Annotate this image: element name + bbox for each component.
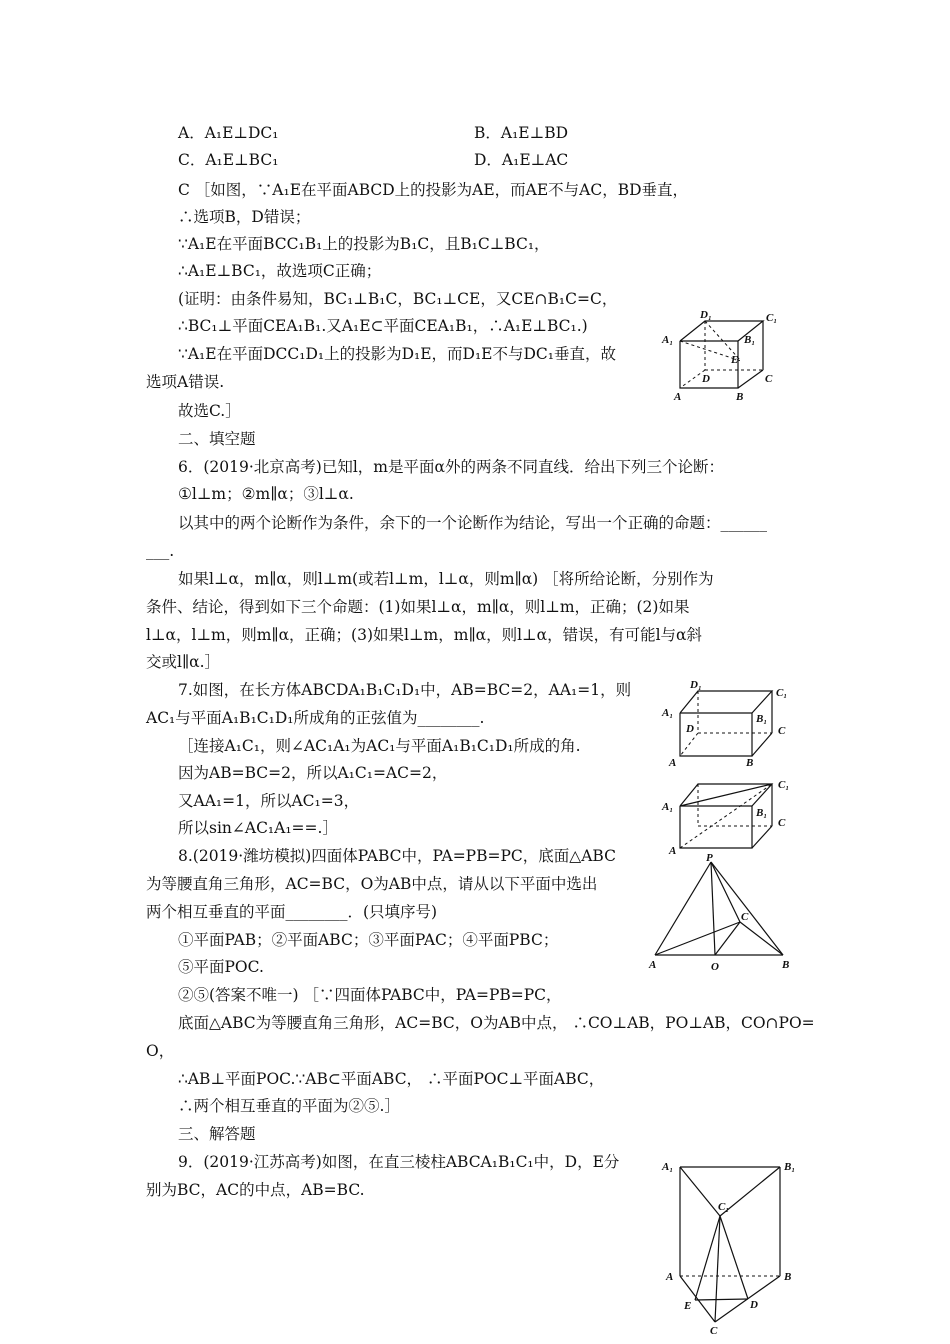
- box1-label: B₁: [756, 713, 768, 725]
- box1-label: A₁: [662, 707, 674, 719]
- q7-line: ［连接A₁C₁，则∠AC₁A₁为AC₁与平面A₁B₁C₁D₁所成的角.: [178, 737, 581, 755]
- q8-line: O，: [146, 1042, 175, 1060]
- prism-label: B₁: [784, 1161, 796, 1173]
- prism-label: E: [684, 1300, 692, 1312]
- tetra-label: B: [782, 959, 790, 971]
- q5-solution-line: C ［如图，∵A₁E在平面ABCD上的投影为AE，而AE不与AC，BD垂直，: [178, 181, 689, 199]
- box2-label: A: [669, 845, 677, 857]
- q5-solution-line: 故选C.］: [178, 402, 241, 420]
- box-figure-2: [660, 776, 800, 857]
- option-a: A．A₁E⊥DC₁: [178, 124, 279, 142]
- box1-label: D₁: [690, 679, 702, 691]
- cube-label: A₁: [662, 334, 674, 346]
- q7-line: 所以sin∠AC₁A₁==.］: [178, 819, 338, 837]
- section-heading: 二、填空题: [178, 430, 256, 448]
- q8-line: ①平面PAB；②平面ABC；③平面PAC；④平面PBC；: [178, 931, 559, 949]
- prism-label: A: [666, 1271, 674, 1283]
- q8-line: 8.(2019·潍坊模拟)四面体PABC中，PA=PB=PC，底面△ABC: [178, 847, 616, 865]
- cube-label: C: [765, 373, 773, 385]
- box2-label: C₁: [778, 779, 790, 791]
- q6-line: ___.: [146, 542, 175, 560]
- q7-line: 7.如图，在长方体ABCDA₁B₁C₁D₁中，AB=BC=2，AA₁=1，则: [178, 681, 632, 699]
- q7-line: 因为AB=BC=2，所以A₁C₁=AC=2，: [178, 764, 448, 782]
- q9-line: 9．(2019·江苏高考)如图，在直三棱柱ABCA₁B₁C₁中，D，E分: [178, 1153, 620, 1171]
- cube-label: A: [674, 391, 682, 403]
- tetra-label: P: [706, 852, 713, 864]
- q7-line: AC₁与平面A₁B₁C₁D₁所成角的正弦值为________.: [146, 709, 485, 727]
- q8-line: 为等腰直角三角形，AC=BC，O为AB中点，请从以下平面中选出: [146, 875, 598, 893]
- q6-line: ①l⊥m；②m∥α；③l⊥α.: [178, 485, 354, 503]
- q6-line: 条件、结论，得到如下三个命题：(1)如果l⊥α，m∥α，则l⊥m，正确；(2)如果: [146, 598, 690, 616]
- cube-label: B: [736, 391, 744, 403]
- q8-line: ∴两个相互垂直的平面为②⑤.］: [178, 1097, 400, 1115]
- option-b: B．A₁E⊥BD: [474, 124, 569, 142]
- tetrahedron-figure: [645, 850, 805, 972]
- q5-solution-line: ∵A₁E在平面DCC₁D₁上的投影为D₁E，而D₁E不与DC₁垂直，故: [178, 345, 616, 363]
- cube-label: D₁: [700, 309, 712, 321]
- box1-label: C₁: [776, 687, 788, 699]
- cube-label: D: [702, 373, 710, 385]
- prism-label: D: [750, 1299, 758, 1311]
- q6-line: 以其中的两个论断作为条件，余下的一个论断作为结论，写出一个正确的命题：______: [178, 514, 768, 532]
- q8-line: ⑤平面POC.: [178, 958, 264, 976]
- q9-line: 别为BC，AC的中点，AB=BC.: [146, 1181, 365, 1199]
- prism-label: B: [784, 1271, 792, 1283]
- option-d: D．A₁E⊥AC: [474, 151, 569, 169]
- cube-figure: [658, 309, 790, 404]
- cube-label: E: [731, 354, 739, 366]
- prism-label: C: [710, 1325, 718, 1337]
- q8-line: 底面△ABC为等腰直角三角形，AC=BC，O为AB中点， ∴CO⊥AB，PO⊥AB，CO∩PO=: [178, 1014, 815, 1032]
- q6-line: l⊥α，l⊥m，则m∥α，正确；(3)如果l⊥m，m∥α，则l⊥α，错误，有可能l与α斜: [146, 626, 702, 644]
- box2-label: C: [778, 817, 786, 829]
- box2-label: A₁: [662, 801, 674, 813]
- box-figure-1: [660, 676, 800, 768]
- box1-label: A: [669, 757, 677, 769]
- q5-solution-line: ∴A₁E⊥BC₁，故选项C正确；: [178, 262, 382, 280]
- section-heading: 三、解答题: [178, 1125, 256, 1143]
- q6-line: 6．(2019·北京高考)已知l，m是平面α外的两条不同直线．给出下列三个论断：: [178, 458, 724, 476]
- prism-figure: [660, 1158, 800, 1338]
- tetra-label: O: [711, 961, 719, 973]
- option-c: C．A₁E⊥BC₁: [178, 151, 279, 169]
- cube-label: B₁: [744, 334, 756, 346]
- q5-solution-line: ∴选项B，D错误；: [178, 208, 311, 226]
- box1-label: D: [686, 723, 694, 735]
- q5-solution-line: ∴BC₁⊥平面CEA₁B₁.又A₁E⊂平面CEA₁B₁，∴A₁E⊥BC₁.): [178, 317, 588, 335]
- q8-line: 两个相互垂直的平面________．(只填序号): [146, 903, 438, 921]
- q6-line: 交或l∥α.］: [146, 653, 221, 671]
- box1-label: B: [746, 757, 754, 769]
- cube-label: C₁: [766, 312, 778, 324]
- q5-solution-line: 选项A错误.: [146, 373, 225, 391]
- q7-line: 又AA₁=1，所以AC₁=3，: [178, 792, 360, 810]
- q8-line: ②⑤(答案不唯一) ［∵四面体PABC中，PA=PB=PC，: [178, 986, 562, 1004]
- box2-label: B₁: [756, 807, 768, 819]
- q8-line: ∴AB⊥平面POC.∵AB⊂平面ABC， ∴平面POC⊥平面ABC，: [178, 1070, 605, 1088]
- prism-label: C₁: [718, 1201, 730, 1213]
- tetra-label: C: [741, 911, 749, 923]
- box1-label: C: [778, 725, 786, 737]
- tetra-label: A: [649, 959, 657, 971]
- prism-label: A₁: [662, 1161, 674, 1173]
- q5-solution-line: (证明：由条件易知，BC₁⊥B₁C，BC₁⊥CE，又CE∩B₁C=C，: [178, 290, 618, 308]
- q6-line: 如果l⊥α，m∥α，则l⊥m(或若l⊥m，l⊥α，则m∥α) ［将所给论断，分别作为: [178, 570, 714, 588]
- q5-solution-line: ∵A₁E在平面BCC₁B₁上的投影为B₁C，且B₁C⊥BC₁，: [178, 235, 550, 253]
